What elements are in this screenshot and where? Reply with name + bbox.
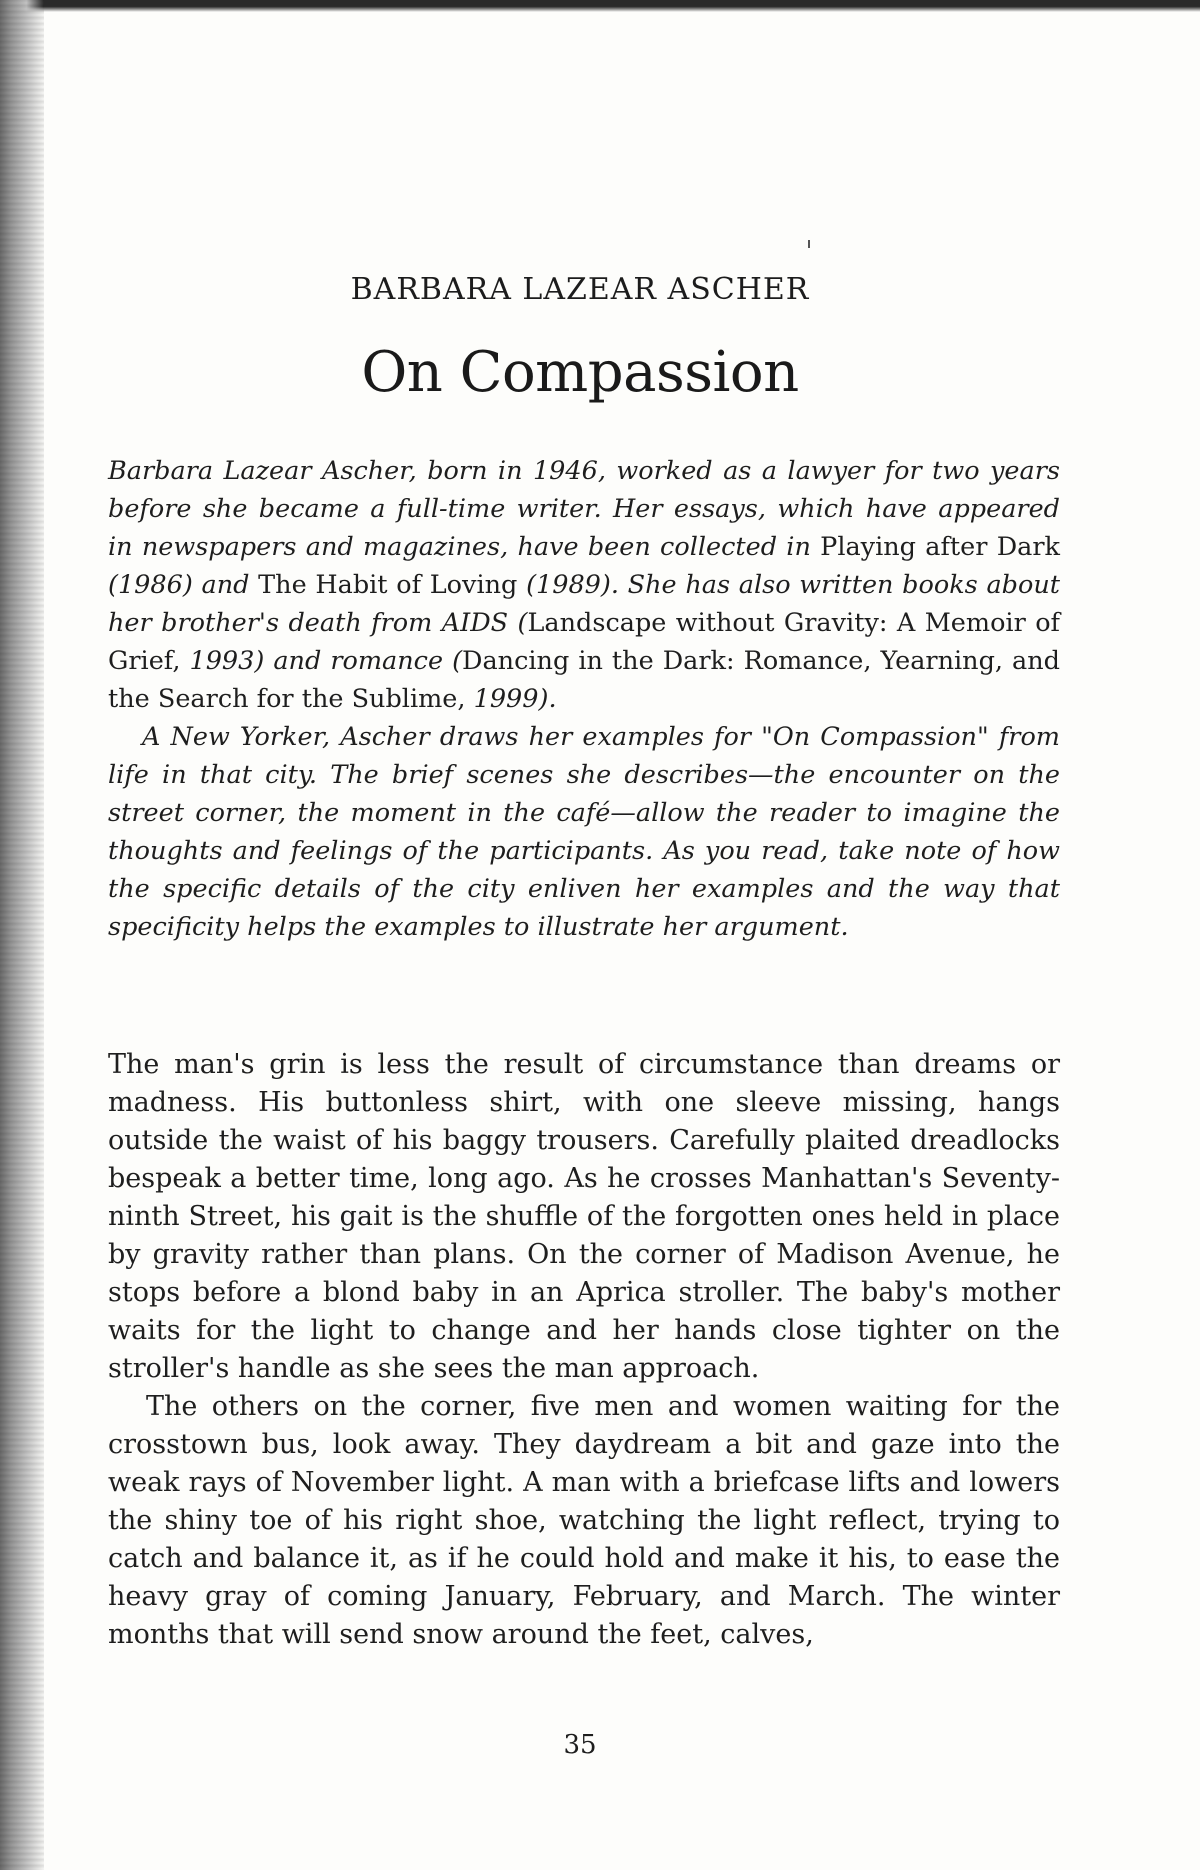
author-name: BARBARA LAZEAR ASCHER (350, 272, 810, 307)
book-title: Dancing in the Dark: Romance, Yearning, and the Search for the Sublime, (108, 646, 1060, 714)
intro-text: (1986) and (108, 570, 259, 600)
intro-text: 1993) and romance ( (180, 646, 463, 676)
essay-body (108, 1046, 1060, 1654)
body-paragraph-1: The man's grin is less the result of circumstance than dreams or madness. His buttonless shirt, with one sleeve missing, hangs outside the waist of his baggy trousers. Carefully plaited dreadlocks bespeak a better time, long ago. As he crosses Manhattan's Seventy-ninth Street, his gait is the shuffle of the forgotten ones held in place by gravity rather than plans. On the corner of Madison Avenue, he stops before a blond baby in an Aprica stroller. The baby's mother waits for the light to change and her hands close tighter on the stroller's handle as she sees the man approach. (108, 1049, 1060, 1384)
book-title: Playing after Dark (820, 532, 1060, 562)
essay-title: On Compassion (361, 340, 799, 405)
scan-speck (808, 240, 810, 248)
book-title: The Habit of Loving (258, 570, 518, 600)
intro-text: (1989). She has also written books about her brother's death from AIDS ( (108, 570, 1060, 638)
page-number: 35 (563, 1730, 597, 1760)
intro-text: 1999). (465, 684, 557, 714)
intro-paragraph-2: A New Yorker, Ascher draws her examples for "On Compassion" from life in that city. The brief scenes she describes—the encounter on the street corner, the moment in the café—allow the reader to imagine the thoughts and feelings of the participants. As you read, take note of how the specific details of the city enliven her examples and the way that specificity helps the examples to illustrate her argument. (108, 722, 1060, 942)
author-introduction (108, 452, 1060, 946)
scan-top-edge (0, 0, 1200, 12)
body-paragraph-2: The others on the corner, five men and women waiting for the crosstown bus, look away. They daydream a bit and gaze into the weak rays of November light. A man with a briefcase lifts and lowers the shiny toe of his right shoe, watching the light reflect, trying to catch and balance it, as if he could hold and make it his, to ease the heavy gray of coming January, February, and March. The winter months that will send snow around the feet, calves, (108, 1391, 1060, 1650)
intro-text: Barbara Lazear Ascher, born in 1946, worked as a lawyer for two years before she became a full-time writer. Her essays, which have appeared in newspapers and magazines, have been collected in (108, 456, 1060, 562)
book-title: Landscape without Gravity: A Memoir of Grief, (108, 608, 1060, 676)
intro-paragraph-1 (108, 452, 1060, 718)
